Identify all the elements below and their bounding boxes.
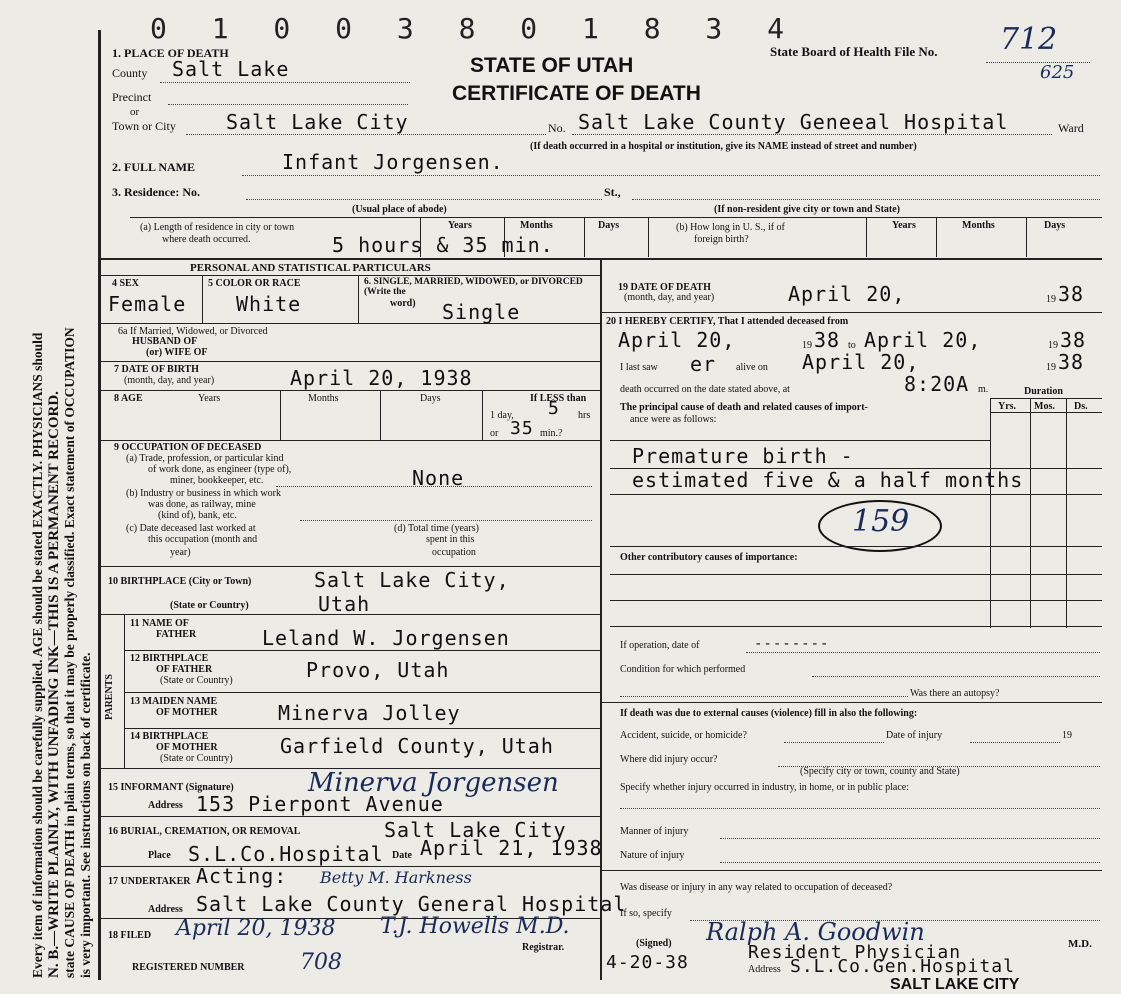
serial-number: 0 1 0 0 3 8 0 1 8 3 4: [150, 12, 799, 45]
or-min-label: or: [490, 428, 499, 439]
occ-b3: (kind of), bank, etc.: [158, 510, 237, 521]
occ-c: (c) Date deceased last worked at: [126, 523, 256, 534]
marital-value: Single: [442, 300, 521, 324]
where-label: Where did injury occur?: [620, 754, 718, 765]
physician-address: S.L.Co.Gen.Hospital: [790, 956, 1015, 977]
cause-1: Premature birth -: [632, 444, 854, 468]
side-line-2: N. B.—WRITE PLAINLY, WITH UNFADING INK—THIS IS A PERMANENT RECORD.: [46, 391, 62, 978]
physician-address-label: Address: [748, 964, 781, 975]
town-label: Town or City: [112, 119, 176, 133]
yrs-label: Yrs.: [998, 401, 1017, 412]
res-days-label: Days: [598, 220, 620, 231]
age-label: 8 AGE: [114, 393, 143, 404]
county-value: Salt Lake: [172, 57, 290, 81]
birthplace-state-label: (State or Country): [170, 600, 249, 611]
file-number-2: 625: [1040, 62, 1075, 83]
burial-date-label: Date: [392, 850, 412, 861]
spouse-label-b: HUSBAND OF: [132, 336, 198, 347]
last-saw-date: April 20,: [802, 350, 920, 374]
occupation-label: 9 OCCUPATION OF DECEASED: [114, 442, 262, 453]
occ-a2: of work done, as engineer (type of),: [148, 464, 292, 475]
birthplace-state: Utah: [318, 592, 371, 616]
accident-label: Accident, suicide, or homicide?: [620, 730, 747, 741]
alive-label: alive on: [736, 362, 768, 373]
undertaker-signature: Betty M. Harkness: [320, 868, 472, 887]
occ-a3: miner, bookkeeper, etc.: [170, 475, 264, 486]
city-stamp: SALT LAKE CITY: [890, 976, 1020, 993]
duration-label: Duration: [1024, 386, 1063, 397]
hospital-value: Salt Lake County Geneeal Hospital: [578, 110, 1009, 134]
full-name-value: Infant Jorgensen.: [282, 150, 504, 174]
precinct-label: Precinct: [112, 90, 152, 104]
no-label: No.: [548, 121, 566, 135]
mother-label-a: 13 MAIDEN NAME: [130, 696, 218, 707]
condition-label: Condition for which performed: [620, 664, 746, 675]
to-year: 38: [1060, 328, 1087, 352]
dod-year-prefix: 19: [1046, 294, 1056, 305]
us-days-label: Days: [1044, 220, 1066, 231]
filed-label: 18 FILED: [108, 930, 152, 941]
marital-label-b: word): [390, 298, 416, 309]
occ-c2: this occupation (month and: [148, 534, 258, 545]
other-causes-label: Other contributory causes of importance:: [620, 552, 798, 563]
informant-address-label: Address: [148, 800, 183, 811]
time-value: 8:20A: [904, 372, 970, 396]
res-months-label: Months: [520, 220, 553, 231]
spouse-label-a: 6a If Married, Widowed, or Divorced: [118, 326, 268, 337]
from-year-prefix: 19: [802, 340, 812, 351]
certificate-title: CERTIFICATE OF DEATH: [452, 82, 701, 105]
mother-label-b: OF MOTHER: [156, 707, 218, 718]
burial-city: Salt Lake City: [384, 818, 567, 842]
ifso-label: If so, specify: [620, 908, 672, 919]
side-line-1: Every item of information should be carefully supplied. AGE should be stated EXACTLY. PHYSICIANS should: [30, 332, 45, 978]
father-label-a: 11 NAME OF: [130, 618, 189, 629]
ward-label: Ward: [1058, 121, 1084, 135]
length-label-a: (a) Length of residence in city or town: [140, 222, 295, 233]
min-label: min.?: [540, 428, 563, 439]
occ-a: (a) Trade, profession, or particular kind: [126, 453, 284, 464]
certify-label: 20 I HEREBY CERTIFY, That I attended deceased from: [606, 316, 849, 327]
res-years-label: Years: [448, 220, 472, 231]
informant-signature: Minerva Jorgensen: [308, 768, 559, 798]
registrar-signature: T.J. Howells M.D.: [380, 914, 570, 939]
undertaker-value: Acting:: [196, 864, 288, 888]
st-label: St.,: [604, 185, 621, 199]
age-months-label: Months: [308, 393, 339, 404]
father-label-b: FATHER: [156, 629, 197, 640]
birthplace-label: 10 BIRTHPLACE (City or Town): [108, 576, 252, 587]
occ-d: (d) Total time (years): [394, 523, 479, 534]
mother-bp-value: Garfield County, Utah: [280, 734, 554, 758]
manner-label: Manner of injury: [620, 826, 689, 837]
us-years-label: Years: [892, 220, 916, 231]
town-value: Salt Lake City: [226, 110, 409, 134]
injury-year-prefix: 19: [1062, 730, 1072, 741]
physician-title: Resident Physician: [748, 942, 962, 963]
filed-date: April 20, 1938: [176, 916, 336, 941]
file-label: State Board of Health File No.: [770, 44, 938, 59]
signed-label: (Signed): [636, 938, 672, 949]
nature-label: Nature of injury: [620, 850, 685, 861]
undertaker-address: Salt Lake County General Hospital: [196, 892, 627, 916]
us-label-b: foreign birth?: [694, 234, 749, 245]
birthplace-city: Salt Lake City,: [314, 568, 510, 592]
occupation-value: None: [412, 466, 465, 490]
mother-bp-label-a: 14 BIRTHPLACE: [130, 731, 209, 742]
dob-label-a: 7 DATE OF BIRTH: [114, 364, 199, 375]
reg-number-label: REGISTERED NUMBER: [132, 962, 245, 973]
external-label: If death was due to external causes (violence) fill in also the following:: [620, 708, 918, 719]
cause-2: estimated five & a half months: [632, 468, 1024, 492]
father-bp-label-a: 12 BIRTHPLACE: [130, 653, 209, 664]
father-value: Leland W. Jorgensen: [262, 626, 510, 650]
occ-d2: spent in this: [426, 534, 475, 545]
occurred-label: death occurred on the date stated above, at: [620, 384, 790, 395]
nonresident-label: (If non-resident give city or town and State): [714, 204, 901, 215]
reg-number: 708: [300, 950, 342, 975]
dob-value: April 20, 1938: [290, 366, 473, 390]
registrar-label: Registrar.: [522, 942, 565, 953]
informant-address: 153 Pierpont Avenue: [196, 792, 444, 816]
specify-label: Specify whether injury occurred in industry, in home, or in public place:: [620, 782, 909, 793]
color-label: 5 COLOR OR RACE: [208, 278, 301, 289]
side-line-4: is very important. See instructions on back of certificate.: [78, 652, 93, 978]
place-of-death-label: 1. PLACE OF DEATH: [112, 46, 229, 60]
burial-place: S.L.Co.Hospital: [188, 842, 384, 866]
age-years-label: Years: [198, 393, 221, 404]
mother-value: Minerva Jolley: [278, 701, 461, 725]
age-days-label: Days: [420, 393, 441, 404]
personal-section-label: PERSONAL AND STATISTICAL PARTICULARS: [190, 262, 431, 274]
hospital-note: (If death occurred in a hospital or institution, give its NAME instead of street and number): [530, 141, 917, 152]
ds-label: Ds.: [1074, 401, 1088, 412]
dob-label-b: (month, day, and year): [124, 375, 215, 386]
cause-label-a: The principal cause of death and related causes of import-: [620, 402, 868, 413]
father-bp-value: Provo, Utah: [306, 658, 450, 682]
mos-label: Mos.: [1034, 401, 1055, 412]
dod-year: 38: [1058, 282, 1085, 306]
to-date: April 20,: [864, 328, 982, 352]
burial-place-label: Place: [148, 850, 171, 861]
or-label: or: [130, 106, 140, 118]
dod-value: April 20,: [788, 282, 906, 306]
dod-label-b: (month, day, and year): [624, 292, 715, 303]
father-bp-label-c: (State or Country): [160, 675, 233, 686]
cause-label-b: ance were as follows:: [630, 414, 717, 425]
operation-value: --------: [754, 636, 830, 652]
day-label: 1 day,: [490, 410, 514, 421]
informant-label: 15 INFORMANT (Signature): [108, 782, 234, 793]
last-saw-year: 38: [1058, 350, 1085, 374]
hrs-value: 5: [548, 398, 560, 419]
length-value: 5 hours & 35 min.: [332, 233, 554, 257]
signature-date: 4-20-38: [606, 952, 689, 973]
undertaker-label: 17 UNDERTAKER: [108, 876, 191, 887]
side-instructions: [30, 18, 100, 978]
side-line-3: state CAUSE OF DEATH in plain terms, so that it may be properly classified. Exact statement of OCCUPATION: [62, 327, 77, 978]
md-label: M.D.: [1068, 938, 1092, 950]
length-label-b: where death occurred.: [162, 234, 251, 245]
county-label: County: [112, 66, 148, 80]
parents-label: PARENTS: [104, 674, 115, 720]
last-saw-label: I last saw: [620, 362, 658, 373]
last-saw-pronoun: er: [690, 352, 717, 376]
autopsy-label: Was there an autopsy?: [910, 688, 1000, 699]
from-date: April 20,: [618, 328, 736, 352]
mother-bp-label-c: (State or Country): [160, 753, 233, 764]
from-year: 38: [814, 328, 841, 352]
hrs-label: hrs: [578, 410, 591, 421]
code-value: 159: [852, 504, 910, 539]
residence-label: 3. Residence: No.: [112, 185, 200, 199]
occ-d3: occupation: [432, 547, 476, 558]
operation-label: If operation, date of: [620, 640, 700, 651]
time-suffix: m.: [978, 384, 989, 395]
spouse-label-c: (or) WIFE OF: [146, 347, 208, 358]
where-note: (Specify city or town, county and State): [800, 766, 960, 777]
last-saw-year-prefix: 19: [1046, 362, 1056, 373]
us-months-label: Months: [962, 220, 995, 231]
us-label-a: (b) How long in U. S., if of: [676, 222, 785, 233]
physician-signature: Ralph A. Goodwin: [706, 918, 925, 946]
burial-label: 16 BURIAL, CREMATION, OR REMOVAL: [108, 826, 301, 837]
to-label: to: [848, 340, 856, 351]
burial-date: April 21, 1938: [420, 836, 603, 860]
undertaker-address-label: Address: [148, 904, 183, 915]
min-value: 35: [510, 418, 534, 439]
to-year-prefix: 19: [1048, 340, 1058, 351]
sex-value: Female: [108, 292, 187, 316]
dod-label-a: 19 DATE OF DEATH: [618, 282, 711, 293]
occ-c3: year): [170, 547, 191, 558]
sex-label: 4 SEX: [112, 278, 139, 289]
occ-b2: was done, as railway, mine: [148, 499, 256, 510]
marital-label-a: 6. SINGLE, MARRIED, WIDOWED, or DIVORCED (Write the: [364, 277, 583, 297]
injury-date-label: Date of injury: [886, 730, 943, 741]
color-value: White: [236, 292, 302, 316]
occ-b: (b) Industry or business in which work: [126, 488, 281, 499]
disease-label: Was disease or injury in any way related to occupation of deceased?: [620, 882, 893, 893]
usual-abode-label: (Usual place of abode): [352, 204, 447, 215]
file-number: 712: [1000, 22, 1058, 57]
mother-bp-label-b: OF MOTHER: [156, 742, 218, 753]
state-title: STATE OF UTAH: [470, 54, 634, 77]
father-bp-label-b: OF FATHER: [156, 664, 213, 675]
full-name-label: 2. FULL NAME: [112, 160, 196, 174]
less-than-label: If LESS than: [530, 393, 587, 404]
